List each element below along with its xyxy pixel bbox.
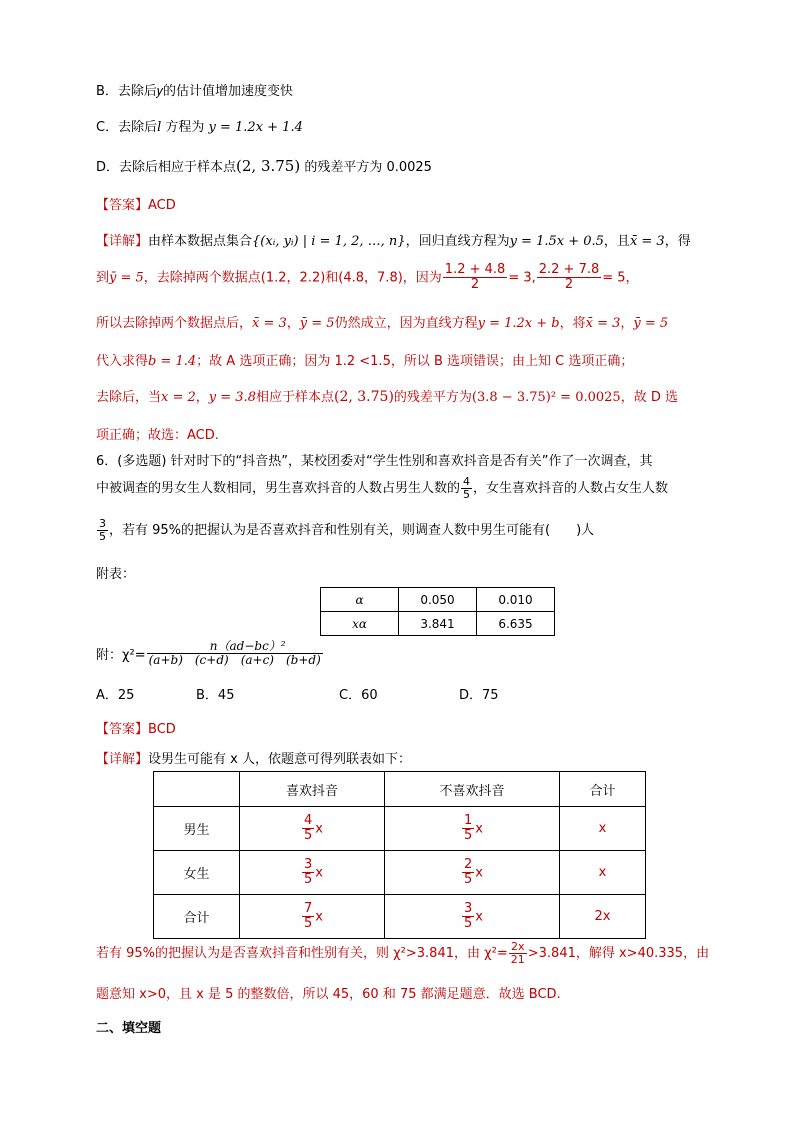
detail-1-xbar: x̄ = 3 — [585, 316, 621, 331]
detail-1-ybar: ȳ = 5 — [633, 316, 669, 331]
detail-1-text: ， — [286, 316, 300, 331]
q6-line-1: 6．(多选题) 针对时下的“抖音热”，某校团委对“学生性别和喜欢抖音是否有关”作了一次调查，其 — [96, 454, 653, 469]
formula-prefix: 附：χ²= — [96, 648, 146, 664]
detail-1-text: = 3, — [508, 270, 536, 286]
option-d-point: (2, 3.75) — [236, 157, 301, 175]
option-d — [96, 156, 432, 175]
table-row — [321, 612, 555, 636]
table-cell: 6.635 — [477, 612, 555, 636]
q6-fraction-2: $\frac{3}{5}$ — [99, 517, 106, 544]
detail-1-text: 去除后，当 — [96, 390, 162, 405]
q6-text: ，若有 95%的把握认为是否喜欢抖音和性别有关，则调查人数中男生可能有( )人 — [109, 523, 595, 539]
detail-1-text: 仍然成立，因为直线方程 — [334, 316, 478, 331]
row-label: 合计 — [154, 895, 240, 939]
section-heading: 二、填空题 — [96, 1021, 162, 1036]
table-header-cell: 喜欢抖音 — [240, 772, 385, 807]
detail-1-line-1 — [96, 230, 691, 249]
table-header-row — [154, 772, 646, 807]
detail-1-ybar: ȳ = 5 — [109, 270, 144, 286]
detail-2-intro-text: 设男生可能有 x 人，依题意可得列联表如下： — [148, 752, 411, 767]
option-c-l: l — [157, 120, 162, 135]
detail-1-line-3 — [96, 312, 668, 331]
table-cell: $\frac{4}{5}$ x — [240, 807, 385, 851]
answer-1-tag: 【答案】 — [96, 198, 149, 213]
detail-1-text: ，去除掉两个数据点(1.2，2.2)和(4.8，7.8)，因为 — [143, 270, 442, 286]
detail-1-text: ，且 — [603, 234, 630, 249]
table-cell: $\frac{1}{5}$ x — [385, 807, 560, 851]
contingency-table — [153, 771, 646, 939]
detail-1-line-5 — [96, 386, 678, 405]
table-cell: $\frac{7}{5}$ x — [240, 895, 385, 939]
detail-1-text: = 5， — [602, 270, 639, 286]
table-cell: 0.050 — [399, 588, 477, 612]
q6-options — [96, 684, 499, 703]
detail-2-tag: 【详解】 — [96, 752, 149, 767]
detail-1-tag: 【详解】 — [96, 234, 149, 249]
option-d-suffix: 的残差平方为 0.0025 — [300, 160, 432, 175]
detail-1-line-4 — [96, 350, 633, 369]
detail-1-line-2 — [96, 263, 639, 293]
table-row — [154, 851, 646, 895]
table-header-cell: 合计 — [560, 772, 646, 807]
table-cell: α — [321, 588, 399, 612]
table-header-cell — [154, 772, 240, 807]
detail-1-set: {(xᵢ, yᵢ) | i = 1, 2, …, n} — [252, 234, 406, 249]
detail-2-text: >3.841，解得 x>40.335，由 — [527, 946, 710, 962]
detail-1-xbar: x̄ = 3 — [252, 316, 287, 331]
detail-1-point: (2, 3.75) — [334, 389, 394, 405]
detail-1-y: y = 3.8 — [208, 390, 256, 405]
detail-1-x: x = 2 — [161, 390, 196, 405]
table-cell: x — [560, 851, 646, 895]
fraction-1: $\frac{1.2 + 4.8}{2}$ — [444, 262, 506, 293]
detail-1-line-6: 项正确；故选：ACD. — [96, 428, 219, 443]
option-c-equation: y = 1.2x + 1.4 — [208, 120, 303, 135]
detail-2-fraction: $\frac{2x}{21}$ — [510, 940, 525, 967]
fraction-2: $\frac{2.2 + 7.8}{2}$ — [538, 262, 600, 293]
detail-1-text: ，将 — [559, 316, 586, 331]
option-c-prefix: C．去除后 — [96, 120, 158, 135]
option-b-choice[interactable]: B．45 — [196, 688, 235, 703]
answer-1-value: ACD — [148, 198, 176, 213]
chi-square-formula — [96, 640, 324, 667]
detail-1-text: ，得 — [664, 234, 691, 249]
table-cell: $\frac{2}{5}$ x — [385, 851, 560, 895]
table-row — [321, 588, 555, 612]
detail-1-text: 由样本数据点集合 — [148, 234, 253, 249]
table-row — [154, 895, 646, 939]
table-header-cell: 不喜欢抖音 — [385, 772, 560, 807]
table-cell: $\frac{3}{5}$ x — [240, 851, 385, 895]
answer-1 — [96, 194, 176, 213]
q6-line-3 — [96, 518, 594, 543]
detail-1-b: b = 1.4 — [148, 354, 197, 369]
table-cell: xα — [321, 612, 399, 636]
option-d-prefix: D．去除后相应于样本点 — [96, 160, 237, 175]
detail-1-eq: y = 1.5x + 0.5 — [509, 234, 604, 249]
answer-2 — [96, 718, 176, 737]
table-cell: $\frac{3}{5}$ x — [385, 895, 560, 939]
detail-2-intro — [96, 748, 411, 767]
detail-1-text: ， — [620, 316, 634, 331]
table-row — [154, 807, 646, 851]
option-c-mid: 方程为 — [161, 120, 209, 135]
q6-appendix-label: 附表： — [96, 567, 136, 582]
option-d-choice[interactable]: D．75 — [459, 688, 499, 703]
detail-1-text: ，回归直线方程为 — [405, 234, 510, 249]
detail-1-text: 相应于样本点 — [255, 390, 334, 405]
q6-text: ，女生喜欢抖音的人数占女生人数 — [473, 481, 669, 497]
table-cell: 2x — [560, 895, 646, 939]
detail-1-xbar: x̄ = 3 — [629, 234, 665, 249]
option-a[interactable]: A．25 — [96, 688, 135, 703]
detail-1-ybar: ȳ = 5 — [299, 316, 335, 331]
answer-2-tag: 【答案】 — [96, 722, 149, 737]
critical-value-table — [320, 587, 555, 636]
detail-1-eq: y = 1.2x + b — [477, 316, 560, 331]
row-label: 男生 — [154, 807, 240, 851]
detail-1-text: ， — [195, 390, 209, 405]
detail-1-text: ；故 A 选项正确；因为 1.2 <1.5，所以 B 选项错误；由上知 C 选项正确； — [196, 354, 634, 369]
q6-fraction-1: $\frac{4}{5}$ — [463, 475, 471, 502]
detail-1-text: 的残差平方为 — [393, 390, 472, 405]
formula-fraction: $\frac{\text{n（ad−bc）²}}{(a+b) (c+d) (a+c) (b+d)}$ — [148, 639, 321, 668]
table-cell: 0.010 — [477, 588, 555, 612]
q6-text: 中被调查的男女生人数相同，男生喜欢抖音的人数占男生人数的 — [96, 481, 461, 497]
row-label: 女生 — [154, 851, 240, 895]
q6-line-2 — [96, 476, 668, 501]
detail-1-text: 代入求得 — [96, 354, 149, 369]
detail-1-text: 到 — [96, 270, 110, 286]
option-c — [96, 116, 303, 135]
detail-1-text: ，故 D 选 — [620, 390, 678, 405]
option-c-choice[interactable]: C．60 — [339, 688, 378, 703]
detail-2-text: 若有 95%的把握认为是否喜欢抖音和性别有关，则 χ²>3.841，由 χ²= — [96, 946, 508, 962]
detail-1-text: 所以去除掉两个数据点后， — [96, 316, 253, 331]
detail-2-line-2: 题意知 x>0，且 x 是 5 的整数倍，所以 45，60 和 75 都满足题意．故选 BCD. — [96, 987, 561, 1002]
option-b: B．去除后𝑦的估计值增加速度变快 — [96, 84, 293, 99]
detail-2-line-1 — [96, 941, 709, 966]
answer-2-value: BCD — [148, 722, 176, 737]
table-cell: 3.841 — [399, 612, 477, 636]
table-cell: x — [560, 807, 646, 851]
detail-1-residual: (3.8 − 3.75)² = 0.0025 — [471, 390, 621, 405]
